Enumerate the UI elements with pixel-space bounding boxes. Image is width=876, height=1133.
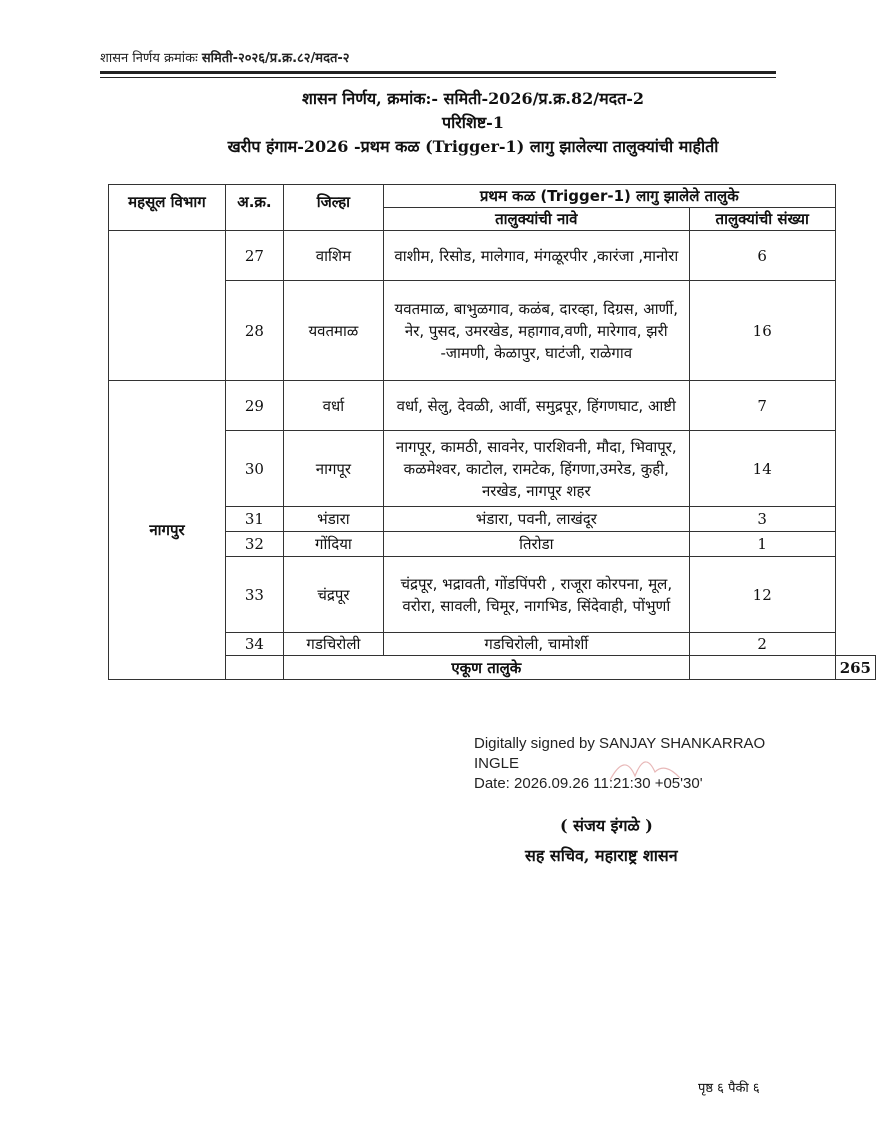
district-cell: गोंदिया — [283, 532, 383, 557]
table-caption: खरीप हंगाम-2026 -प्रथम कळ (Trigger-1) लागु झालेल्या तालुक्यांची माहीती — [227, 137, 719, 156]
header-rule-thick — [100, 71, 776, 74]
taluka-names-cell: यवतमाळ, बाभुळगाव, कळंब, दारव्हा, दिग्रस, आर्णी, नेर, पुसद, उमरखेड, महागाव,वणी, मारेगाव, झरी -जामणी, केळापुर, घाटंजी, राळेगाव — [383, 281, 689, 381]
total-blank-names — [689, 656, 835, 680]
header-district: जिल्हा — [283, 185, 383, 231]
taluka-names-cell: भंडारा, पवनी, लाखंदूर — [383, 507, 689, 532]
serial-cell: 28 — [225, 281, 283, 381]
table-row — [109, 381, 876, 431]
taluka-names-cell: तिरोडा — [383, 532, 689, 557]
district-cell: भंडारा — [283, 507, 383, 532]
header-ref-prefix: शासन निर्णय क्रमांकः — [100, 51, 198, 66]
signatory-name: ( संजय इंगळे ) — [560, 816, 653, 835]
header-trigger-group: प्रथम कळ (Trigger-1) लागु झालेले तालुके — [383, 185, 835, 208]
header-ref-number: समिती-२०२६/प्र.क्र.८२/मदत-२ — [201, 51, 350, 66]
serial-cell: 34 — [225, 633, 283, 656]
header-taluka-names: तालुक्यांची नावे — [383, 208, 689, 231]
district-cell: वाशिम — [283, 231, 383, 281]
taluka-count-cell: 6 — [689, 231, 835, 281]
taluka-names-cell: गडचिरोली, चामोर्शी — [383, 633, 689, 656]
district-cell: यवतमाळ — [283, 281, 383, 381]
header-reference — [100, 48, 350, 66]
taluka-count-cell: 12 — [689, 557, 835, 633]
header-serial: अ.क्र. — [225, 185, 283, 231]
table-header-row-1 — [109, 185, 876, 208]
header-division: महसूल विभाग — [109, 185, 226, 231]
annexure-label: परिशिष्ट-1 — [442, 113, 504, 132]
taluka-count-cell: 16 — [689, 281, 835, 381]
page-number: पृष्ठ ६ पैकी ६ — [698, 1081, 760, 1096]
signature-stamp-mark-icon — [600, 742, 690, 792]
signature-date: Date: 2026.09.26 11:21:30 +05'30' — [474, 775, 703, 792]
taluka-names-cell: वर्धा, सेलु, देवळी, आर्वी, समुद्रपूर, हिंगणघाट, आष्टी — [383, 381, 689, 431]
district-cell: नागपूर — [283, 431, 383, 507]
signatory-designation: सह सचिव, महाराष्ट्र शासन — [525, 846, 678, 865]
document-title: शासन निर्णय, क्रमांक:- समिती-2026/प्र.क्र.82/मदत-2 — [301, 89, 645, 108]
taluka-names-cell: वाशीम, रिसोड, मालेगाव, मंगळूरपीर ,कारंजा ,मानोरा — [383, 231, 689, 281]
taluka-count-cell: 3 — [689, 507, 835, 532]
district-cell: गडचिरोली — [283, 633, 383, 656]
taluka-names-cell: नागपूर, कामठी, सावनेर, पारशिवनी, मौदा, भिवापूर, कळमेश्वर, काटोल, रामटेक, हिंगणा,उमरेड, कुही, नरखेड, नागपूर शहर — [383, 431, 689, 507]
serial-cell: 31 — [225, 507, 283, 532]
taluka-count-cell: 1 — [689, 532, 835, 557]
serial-cell: 33 — [225, 557, 283, 633]
division-cell-blank — [109, 231, 226, 381]
district-cell: वर्धा — [283, 381, 383, 431]
taluka-count-cell: 14 — [689, 431, 835, 507]
taluka-count-cell: 7 — [689, 381, 835, 431]
serial-cell: 27 — [225, 231, 283, 281]
header-taluka-count: तालुक्यांची संख्या — [689, 208, 835, 231]
total-blank-division — [225, 656, 283, 680]
header-rule-thin — [100, 77, 776, 78]
taluka-table — [108, 184, 876, 680]
table-row — [109, 231, 876, 281]
serial-cell: 30 — [225, 431, 283, 507]
taluka-names-cell: चंद्रपूर, भद्रावती, गोंडपिंपरी , राजूरा कोरपना, मूल, वरोरा, सावली, चिमूर, नागभिड, सिंदेवाही, पोंभुर्णा — [383, 557, 689, 633]
serial-cell: 29 — [225, 381, 283, 431]
serial-cell: 32 — [225, 532, 283, 557]
total-label: एकूण तालुके — [283, 656, 689, 680]
district-cell: चंद्रपूर — [283, 557, 383, 633]
signature-line-2: INGLE — [474, 755, 520, 772]
taluka-count-cell: 2 — [689, 633, 835, 656]
total-value: 265 — [835, 656, 875, 680]
signature-line-1: Digitally signed by SANJAY SHANKARRAO — [474, 735, 766, 752]
division-cell: नागपुर — [109, 381, 226, 680]
